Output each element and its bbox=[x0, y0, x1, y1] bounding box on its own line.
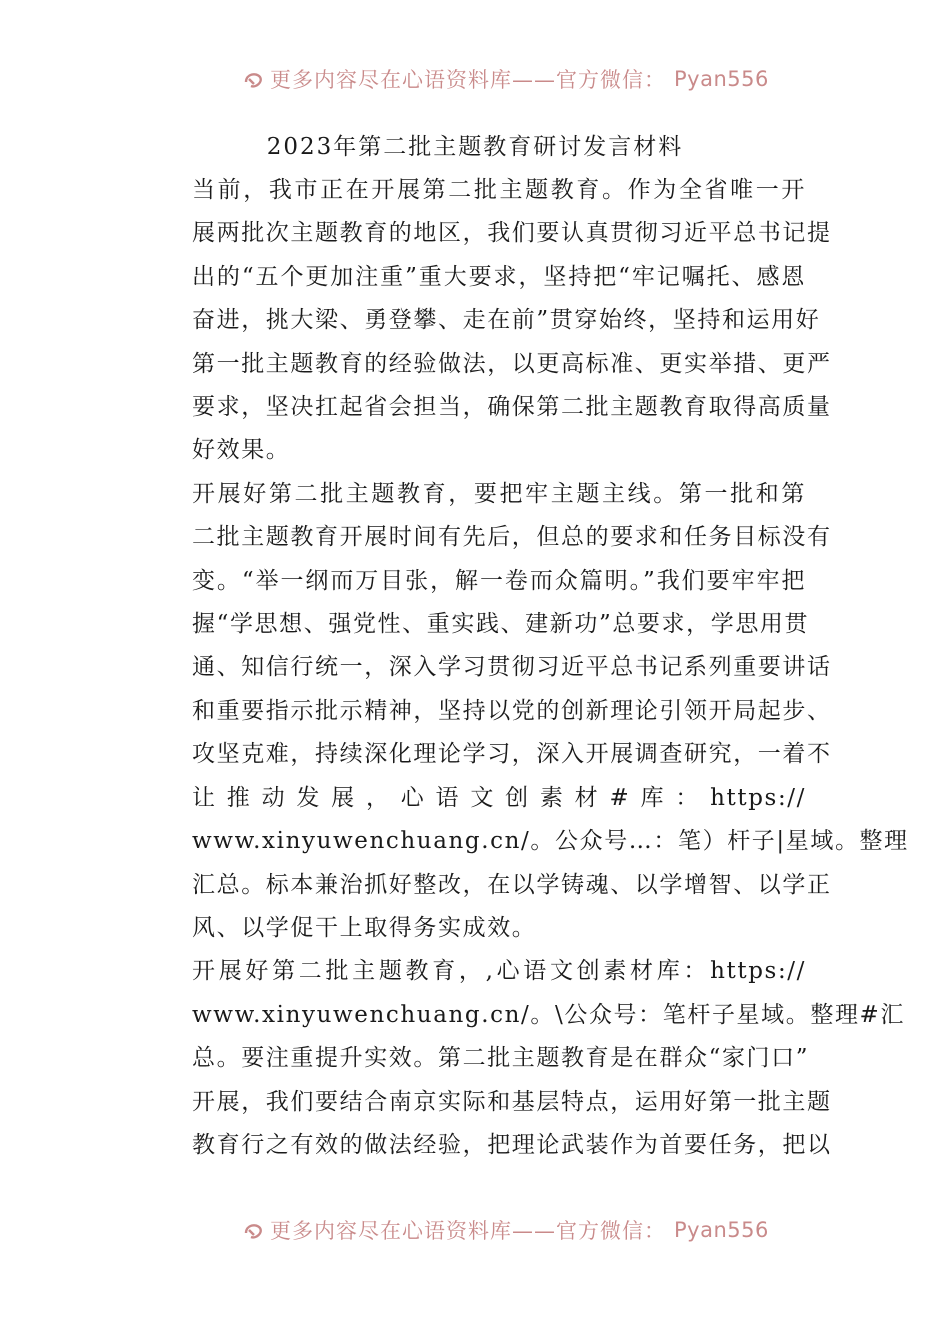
logo-icon bbox=[242, 68, 264, 90]
text-line: 展两批次主题教育的地区，我们要认真贯彻习近平总书记提 bbox=[192, 220, 832, 247]
watermark-wechat-id: Pyan556 bbox=[674, 1218, 769, 1242]
paragraph-3 bbox=[146, 950, 906, 1167]
text-line: 攻坚克难，持续深化理论学习，深入开展调查研究，一着不 bbox=[192, 741, 832, 768]
text-line: 总。要注重提升实效。第二批主题教育是在群众“家门口” bbox=[192, 1045, 810, 1072]
text-line: 开展好第二批主题教育，,心语文创素材库：https:// bbox=[192, 958, 806, 985]
document-body bbox=[146, 169, 909, 1167]
paragraph-2 bbox=[146, 473, 909, 950]
text-line: 变。“举一纲而万目张，解一卷而众篇明。”我们要牢牢把 bbox=[192, 567, 806, 594]
text-line: 风、以学促干上取得务实成效。 bbox=[192, 914, 537, 941]
text-line: 好效果。 bbox=[192, 437, 291, 464]
text-line: 开展，我们要结合南京实际和基层特点，运用好第一批主题 bbox=[192, 1088, 832, 1115]
watermark-text: 更多内容尽在心语资料库——官方微信： bbox=[270, 68, 666, 92]
text-line: 第一批主题教育的经验做法，以更高标准、更实举措、更严 bbox=[192, 350, 832, 377]
text-line: 开展好第二批主题教育，要把牢主题主线。第一批和第 bbox=[192, 480, 806, 507]
document-title: 2023年第二批主题教育研讨发言材料 bbox=[266, 134, 684, 160]
text-line: 教育行之有效的做法经验，把理论武装作为首要任务，把以 bbox=[192, 1131, 832, 1158]
text-line: 二批主题教育开展时间有先后，但总的要求和任务目标没有 bbox=[192, 524, 832, 551]
text-line: 出的“五个更加注重”重大要求，坚持把“牢记嘱托、感恩 bbox=[192, 263, 806, 290]
text-line: www.xinyuwenchuang.cn/。公众号…：笔）杆子|星域。整理 bbox=[192, 828, 909, 855]
paragraph-1 bbox=[146, 169, 832, 473]
text-line: 汇总。标本兼治抓好整改，在以学铸魂、以学增智、以学正 bbox=[192, 871, 832, 898]
logo-icon bbox=[242, 1219, 264, 1241]
text-line: 让推动发展，心语文创素材#库：https:// bbox=[192, 784, 806, 811]
text-line: 通、知信行统一，深入学习贯彻习近平总书记系列重要讲话 bbox=[192, 654, 832, 681]
text-line: www.xinyuwenchuang.cn/。\公众号：笔杆子星域。整理#汇 bbox=[192, 1001, 906, 1028]
text-line: 要求，坚决扛起省会担当，确保第二批主题教育取得高质量 bbox=[192, 394, 832, 421]
header-watermark bbox=[0, 52, 950, 92]
watermark-wechat-id: Pyan556 bbox=[674, 67, 769, 91]
text-line: 当前，我市正在开展第二批主题教育。作为全省唯一开 bbox=[192, 177, 806, 203]
text-line: 奋进，挑大梁、勇登攀、走在前”贯穿始终，坚持和运用好 bbox=[192, 307, 821, 334]
footer-watermark bbox=[0, 1203, 950, 1243]
text-line: 握“学思想、强党性、重实践、建新功”总要求，学思用贯 bbox=[192, 611, 810, 638]
text-line: 和重要指示批示精神，坚持以党的创新理论引领开局起步、 bbox=[192, 697, 832, 724]
watermark-text: 更多内容尽在心语资料库——官方微信： bbox=[270, 1219, 666, 1243]
